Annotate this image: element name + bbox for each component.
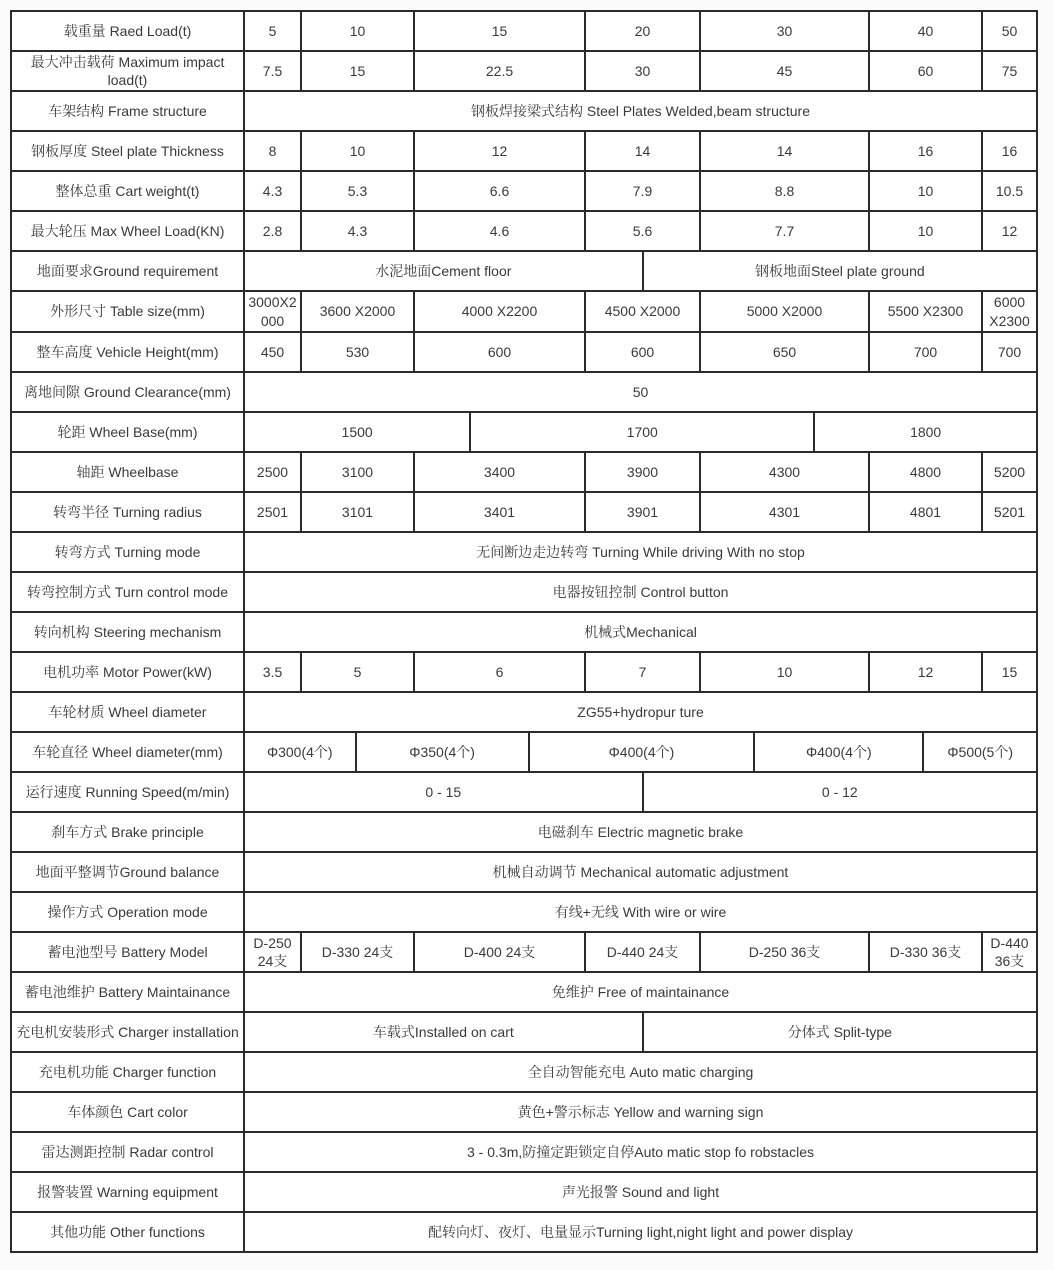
value-cell: 3600 X2000 <box>301 291 414 331</box>
value-cell: 4000 X2200 <box>414 291 585 331</box>
row-label: 其他功能 Other functions <box>11 1212 244 1252</box>
value-cell: 6.6 <box>414 171 585 211</box>
value-cell: 3400 <box>414 452 585 492</box>
span-value-cell: 钢板焊接梁式结构 Steel Plates Welded,beam structure <box>244 91 1037 131</box>
value-cell: 650 <box>700 332 869 372</box>
split-value-cell: Φ500(5个) <box>947 743 1013 760</box>
split-value-cell: 0 - 15 <box>245 773 644 811</box>
split-row-container <box>245 733 1036 771</box>
spec-row <box>11 1092 1037 1132</box>
split-value-cell: 车载式Installed on cart <box>245 1013 644 1051</box>
spec-row <box>11 772 1037 812</box>
split-value-cell: 1700 <box>471 413 815 451</box>
value-cell: 4.3 <box>244 171 301 211</box>
value-cell: 5200 <box>982 452 1037 492</box>
value-cell: 7.7 <box>700 211 869 251</box>
span-value-cell: 电磁刹车 Electric magnetic brake <box>244 812 1037 852</box>
row-label: 外形尺寸 Table size(mm) <box>11 291 244 331</box>
row-label: 报警装置 Warning equipment <box>11 1172 244 1212</box>
value-cell: 4.3 <box>301 211 414 251</box>
value-cell: 5.6 <box>585 211 700 251</box>
row-label: 操作方式 Operation mode <box>11 892 244 932</box>
value-cell: 14 <box>585 131 700 171</box>
split-value-cell: 1800 <box>910 423 942 440</box>
split-value-cell: 0 - 12 <box>821 783 858 800</box>
value-cell: 15 <box>414 11 585 51</box>
span-value-cell: 电器按钮控制 Control button <box>244 572 1037 612</box>
span-value-cell: 声光报警 Sound and light <box>244 1172 1037 1212</box>
row-label: 雷达测距控制 Radar control <box>11 1132 244 1172</box>
row-label: 钢板厚度 Steel plate Thickness <box>11 131 244 171</box>
spec-row <box>11 652 1037 692</box>
spec-row <box>11 251 1037 291</box>
value-cell: 2500 <box>244 452 301 492</box>
row-label: 地面平整调节Ground balance <box>11 852 244 892</box>
row-label: 最大冲击载荷 Maximum impact load(t) <box>11 51 244 91</box>
spec-row <box>11 852 1037 892</box>
spec-row <box>11 1132 1037 1172</box>
row-label: 运行速度 Running Speed(m/min) <box>11 772 244 812</box>
span-value-cell: 免维护 Free of maintainance <box>244 972 1037 1012</box>
value-cell: D-400 24支 <box>414 932 585 972</box>
row-label: 车架结构 Frame structure <box>11 91 244 131</box>
value-cell: 15 <box>301 51 414 91</box>
row-label: 充电机安装形式 Charger installation <box>11 1012 244 1052</box>
row-label: 地面要求Ground requirement <box>11 251 244 291</box>
value-cell: 3401 <box>414 492 585 532</box>
row-label: 车体颜色 Cart color <box>11 1092 244 1132</box>
value-cell: 30 <box>700 11 869 51</box>
value-cell: 700 <box>982 332 1037 372</box>
spec-row <box>11 692 1037 732</box>
split-cell-group <box>244 251 1037 291</box>
value-cell: 7.5 <box>244 51 301 91</box>
row-label: 充电机功能 Charger function <box>11 1052 244 1092</box>
row-label: 转弯半径 Turning radius <box>11 492 244 532</box>
split-row-container <box>245 252 1036 290</box>
value-cell: 7 <box>585 652 700 692</box>
spec-row <box>11 1212 1037 1252</box>
spec-row <box>11 572 1037 612</box>
value-cell: 3000X2000 <box>244 291 301 331</box>
split-value-cell: 1500 <box>245 413 471 451</box>
span-value-cell: 3 - 0.3m,防撞定距锁定自停Auto matic stop fo robstacles <box>244 1132 1037 1172</box>
row-label: 轴距 Wheelbase <box>11 452 244 492</box>
value-cell: 75 <box>982 51 1037 91</box>
value-cell: 4800 <box>869 452 982 492</box>
value-cell: 3901 <box>585 492 700 532</box>
value-cell: 3100 <box>301 452 414 492</box>
value-cell: 600 <box>585 332 700 372</box>
value-cell: D-440 24支 <box>585 932 700 972</box>
value-cell: 10 <box>869 211 982 251</box>
value-cell: 8 <box>244 131 301 171</box>
value-cell: 7.9 <box>585 171 700 211</box>
row-label: 轮距 Wheel Base(mm) <box>11 412 244 452</box>
value-cell: 4300 <box>700 452 869 492</box>
split-row-container <box>245 413 1036 451</box>
value-cell: 5 <box>301 652 414 692</box>
spec-row <box>11 892 1037 932</box>
value-cell: 12 <box>414 131 585 171</box>
value-cell: 5201 <box>982 492 1037 532</box>
spec-row <box>11 291 1037 331</box>
value-cell: 5 <box>244 11 301 51</box>
value-cell: 4.6 <box>414 211 585 251</box>
value-cell: 8.8 <box>700 171 869 211</box>
value-cell: 60 <box>869 51 982 91</box>
value-cell: 16 <box>869 131 982 171</box>
value-cell: 10 <box>301 11 414 51</box>
spec-row <box>11 11 1037 51</box>
span-value-cell: 黄色+警示标志 Yellow and warning sign <box>244 1092 1037 1132</box>
row-label: 整体总重 Cart weight(t) <box>11 171 244 211</box>
value-cell: 15 <box>982 652 1037 692</box>
value-cell: 14 <box>700 131 869 171</box>
spec-row <box>11 171 1037 211</box>
value-cell: 2.8 <box>244 211 301 251</box>
value-cell: 20 <box>585 11 700 51</box>
value-cell: 5.3 <box>301 171 414 211</box>
span-value-cell: 机械式Mechanical <box>244 612 1037 652</box>
value-cell: D-440 36支 <box>982 932 1037 972</box>
value-cell: 450 <box>244 332 301 372</box>
value-cell: D-250 36支 <box>700 932 869 972</box>
spec-row <box>11 131 1037 171</box>
split-cell-group <box>244 732 1037 772</box>
value-cell: 40 <box>869 11 982 51</box>
split-value-cell: 分体式 Split-type <box>787 1024 892 1041</box>
value-cell: 4301 <box>700 492 869 532</box>
value-cell: 6 <box>414 652 585 692</box>
span-value-cell: 机械自动调节 Mechanical automatic adjustment <box>244 852 1037 892</box>
spec-row <box>11 812 1037 852</box>
spec-row <box>11 1052 1037 1092</box>
spec-row <box>11 332 1037 372</box>
row-label: 刹车方式 Brake principle <box>11 812 244 852</box>
span-value-cell: 有线+无线 With wire or wire <box>244 892 1037 932</box>
value-cell: 6000 X2300 <box>982 291 1037 331</box>
value-cell: 45 <box>700 51 869 91</box>
row-label: 最大轮压 Max Wheel Load(KN) <box>11 211 244 251</box>
spec-row <box>11 211 1037 251</box>
value-cell: 10 <box>869 171 982 211</box>
spec-table-body <box>11 11 1037 1252</box>
value-cell: 2501 <box>244 492 301 532</box>
spec-row <box>11 452 1037 492</box>
value-cell: 600 <box>414 332 585 372</box>
value-cell: 22.5 <box>414 51 585 91</box>
span-value-cell: ZG55+hydropur ture <box>244 692 1037 732</box>
value-cell: 3900 <box>585 452 700 492</box>
split-value-cell: 钢板地面Steel plate ground <box>755 263 925 280</box>
value-cell: 50 <box>982 11 1037 51</box>
value-cell: D-330 36支 <box>869 932 982 972</box>
split-value-cell: Φ300(4个) <box>245 733 357 771</box>
span-value-cell: 配转向灯、夜灯、电量显示Turning light,night light and power display <box>244 1212 1037 1252</box>
value-cell: 10.5 <box>982 171 1037 211</box>
split-value-cell: Φ400(4个) <box>755 733 924 771</box>
value-cell: 10 <box>301 131 414 171</box>
spec-table <box>10 10 1038 1253</box>
row-label: 载重量 Raed Load(t) <box>11 11 244 51</box>
spec-row <box>11 932 1037 972</box>
row-label: 车轮直径 Wheel diameter(mm) <box>11 732 244 772</box>
split-cell-group <box>244 1012 1037 1052</box>
split-cell-group <box>244 772 1037 812</box>
row-label: 电机功率 Motor Power(kW) <box>11 652 244 692</box>
spec-row <box>11 91 1037 131</box>
spec-row <box>11 972 1037 1012</box>
spec-row <box>11 1012 1037 1052</box>
spec-row <box>11 492 1037 532</box>
row-label: 蓄电池型号 Battery Model <box>11 932 244 972</box>
spec-row <box>11 412 1037 452</box>
spec-row <box>11 51 1037 91</box>
value-cell: 30 <box>585 51 700 91</box>
row-label: 整车高度 Vehicle Height(mm) <box>11 332 244 372</box>
value-cell: 10 <box>700 652 869 692</box>
span-value-cell: 无间断边走边转弯 Turning While driving With no stop <box>244 532 1037 572</box>
split-value-cell: Φ350(4个) <box>357 733 530 771</box>
value-cell: 700 <box>869 332 982 372</box>
value-cell: 4801 <box>869 492 982 532</box>
row-label: 转弯控制方式 Turn control mode <box>11 572 244 612</box>
value-cell: D-330 24支 <box>301 932 414 972</box>
split-value-cell: Φ400(4个) <box>530 733 755 771</box>
spec-row <box>11 612 1037 652</box>
value-cell: D-250 24支 <box>244 932 301 972</box>
split-row-container <box>245 1013 1036 1051</box>
value-cell: 12 <box>982 211 1037 251</box>
spec-row <box>11 732 1037 772</box>
row-label: 转弯方式 Turning mode <box>11 532 244 572</box>
spec-row <box>11 1172 1037 1212</box>
split-cell-group <box>244 412 1037 452</box>
value-cell: 12 <box>869 652 982 692</box>
value-cell: 530 <box>301 332 414 372</box>
split-row-container <box>245 773 1036 811</box>
row-label: 车轮材质 Wheel diameter <box>11 692 244 732</box>
row-label: 蓄电池维护 Battery Maintainance <box>11 972 244 1012</box>
value-cell: 4500 X2000 <box>585 291 700 331</box>
row-label: 转向机构 Steering mechanism <box>11 612 244 652</box>
split-value-cell: 水泥地面Cement floor <box>245 252 644 290</box>
span-value-cell: 全自动智能充电 Auto matic charging <box>244 1052 1037 1092</box>
spec-row <box>11 532 1037 572</box>
value-cell: 16 <box>982 131 1037 171</box>
value-cell: 5000 X2000 <box>700 291 869 331</box>
value-cell: 5500 X2300 <box>869 291 982 331</box>
row-label: 离地间隙 Ground Clearance(mm) <box>11 372 244 412</box>
value-cell: 3.5 <box>244 652 301 692</box>
value-cell: 3101 <box>301 492 414 532</box>
span-value-cell: 50 <box>244 372 1037 412</box>
spec-row <box>11 372 1037 412</box>
